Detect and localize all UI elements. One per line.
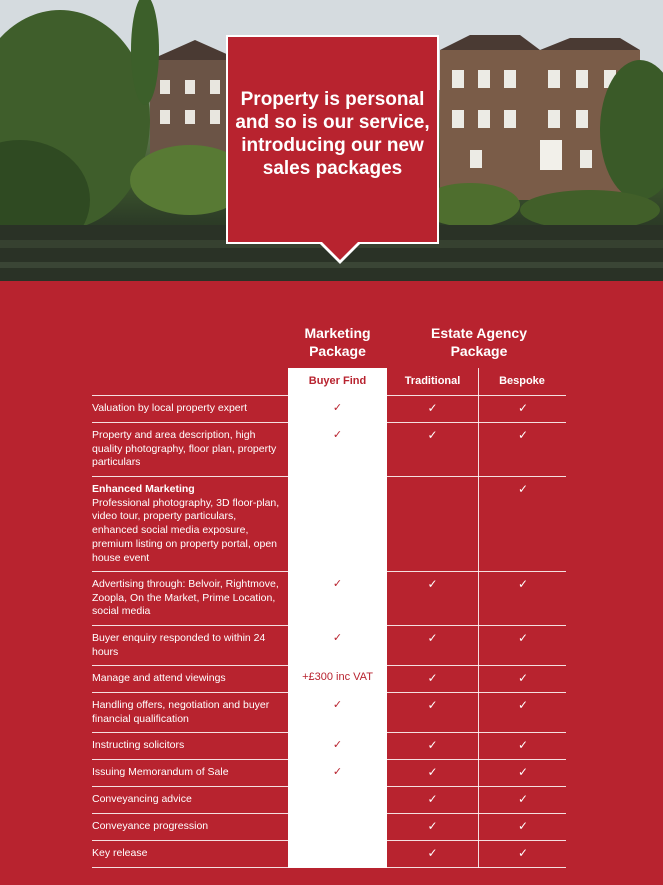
row-label: Advertising through: Belvoir, Rightmove, Zoopla, On the Market, Prime Location, social media [92, 578, 279, 618]
check-icon: ✓ [427, 819, 438, 833]
table-row [92, 840, 566, 868]
check-icon: ✓ [427, 671, 438, 685]
check-icon: ✓ [517, 671, 529, 685]
check-icon: ✓ [427, 631, 438, 645]
callout-pointer-fill [321, 241, 359, 260]
table-row [92, 625, 566, 666]
check-icon: ✓ [427, 401, 438, 415]
check-icon: ✓ [517, 846, 529, 860]
check-icon: ✓ [517, 631, 529, 645]
table-row [92, 476, 566, 572]
row-description: Professional photography, 3D floor-plan, video tour, property particulars, enhanced social media exposure, premium listing on property portal, open house event [92, 496, 280, 564]
row-label: Conveyancing advice [92, 793, 192, 805]
table-row [92, 395, 566, 423]
check-icon: ✓ [332, 402, 343, 414]
check-icon: ✓ [332, 766, 343, 778]
row-label: Buyer enquiry responded to within 24 hours [92, 632, 266, 658]
check-icon: ✓ [332, 699, 343, 711]
row-title: Enhanced Marketing [92, 483, 195, 495]
check-icon: ✓ [332, 632, 343, 644]
table-bottom-rule [92, 867, 566, 869]
check-icon: ✓ [517, 792, 529, 806]
column-bespoke: Bespoke [499, 375, 545, 387]
check-icon: ✓ [427, 765, 438, 779]
row-label: Property and area description, high quality photography, floor plan, property particulars [92, 429, 277, 469]
row-label: Manage and attend viewings [92, 672, 226, 684]
price-note: +£300 inc VAT [302, 671, 373, 683]
row-label: Instructing solicitors [92, 739, 185, 751]
check-icon: ✓ [427, 698, 438, 712]
check-icon: ✓ [517, 738, 529, 752]
check-icon: ✓ [427, 792, 438, 806]
check-icon: ✓ [332, 429, 343, 441]
column-traditional: Traditional [404, 375, 461, 387]
table-row [92, 571, 566, 626]
check-icon: ✓ [517, 482, 529, 496]
table-row [92, 759, 566, 787]
marketing-package-heading: Marketing Package [304, 325, 371, 359]
table-row [92, 732, 566, 760]
row-label [92, 483, 284, 565]
row-label: Handling offers, negotiation and buyer financial qualification [92, 699, 270, 725]
check-icon: ✓ [427, 738, 438, 752]
check-icon: ✓ [517, 698, 529, 712]
table-row [92, 813, 566, 841]
row-label: Key release [92, 847, 148, 859]
row-label: Valuation by local property expert [92, 402, 248, 414]
check-icon: ✓ [517, 819, 529, 833]
table-row [92, 422, 566, 477]
headline-text: Property is personal and so is our service, introducing our new sales packages [235, 89, 430, 179]
row-label: Issuing Memorandum of Sale [92, 766, 229, 778]
check-icon: ✓ [517, 428, 529, 442]
table-row [92, 786, 566, 814]
check-icon: ✓ [517, 577, 529, 591]
table-row [92, 692, 566, 733]
check-icon: ✓ [517, 765, 529, 779]
estate-agency-package-heading: Estate Agency Package [431, 325, 527, 359]
row-label: Conveyance progression [92, 820, 209, 832]
check-icon: ✓ [427, 577, 438, 591]
check-icon: ✓ [332, 739, 343, 751]
check-icon: ✓ [427, 846, 438, 860]
table-row [92, 665, 566, 693]
check-icon: ✓ [517, 401, 529, 415]
check-icon: ✓ [427, 428, 438, 442]
column-buyer-find: Buyer Find [308, 375, 367, 387]
check-icon: ✓ [332, 578, 343, 590]
